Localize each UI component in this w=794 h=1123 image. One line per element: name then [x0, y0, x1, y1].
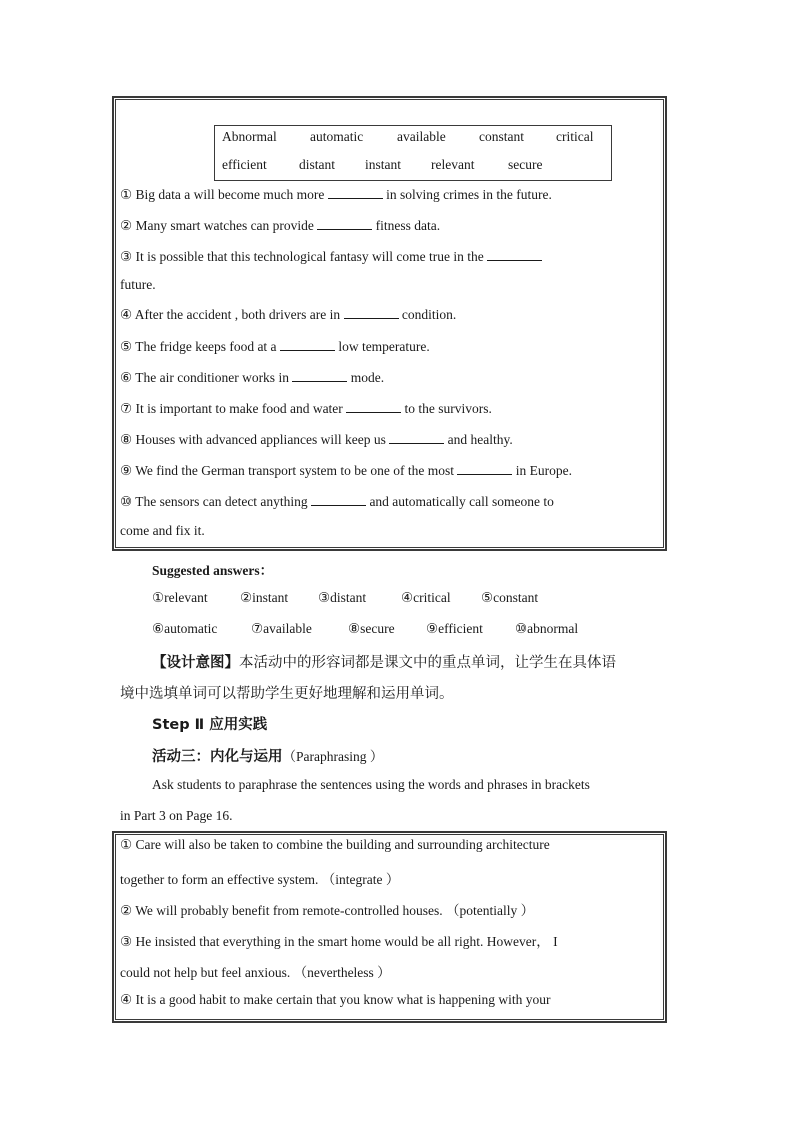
answer-blank: [317, 217, 372, 230]
instruction-line: in Part 3 on Page 16.: [120, 808, 233, 823]
word-bank-row-2: [215, 157, 611, 177]
answer-item: ⑩abnormal: [515, 621, 579, 636]
exercise-item: ④ After the accident , both drivers are in condition.: [120, 307, 457, 322]
exercise-item: ② Many smart watches can provide fitness data.: [120, 218, 441, 233]
suggested-answers-heading: Suggested answers：: [152, 563, 274, 578]
answer-item: ③distant: [318, 590, 367, 605]
word-bank-word: distant: [299, 157, 335, 172]
instruction-line: Ask students to paraphrase the sentences using the words and phrases in brackets: [152, 777, 590, 792]
word-bank-word: Abnormal: [222, 129, 277, 144]
paraphrase-line: ③ He insisted that everything in the smart home would be all right. However， I: [120, 934, 558, 949]
answer-blank: [487, 248, 542, 261]
word-bank-word: critical: [556, 129, 594, 144]
activity-heading: 活动三：内化与运用（Paraphrasing ）: [152, 749, 384, 765]
exercise-item: ⑦ It is important to make food and water to the survivors.: [120, 401, 492, 416]
paraphrase-line: ① Care will also be taken to combine the building and surrounding architecture: [120, 837, 550, 852]
exercise-item: ⑨ We find the German transport system to be one of the most in Europe.: [120, 463, 572, 478]
answer-blank: [280, 338, 335, 351]
answer-item: ⑤constant: [481, 590, 539, 605]
step-heading: Step Ⅱ 应用实践: [152, 717, 268, 733]
word-bank-word: automatic: [310, 129, 364, 144]
answer-item: ⑥automatic: [152, 621, 218, 636]
design-intent-line: 【设计意图】本活动中的形容词都是课文中的重点单词，让学生在具体语: [152, 655, 616, 671]
answer-blank: [344, 306, 399, 319]
answer-blank: [292, 369, 347, 382]
answer-blank: [311, 493, 366, 506]
paraphrase-line: ④ It is a good habit to make certain that you know what is happening with your: [120, 992, 551, 1007]
paraphrase-line: could not help but feel anxious. （nevertheless ）: [120, 965, 391, 980]
answer-item: ①relevant: [152, 590, 208, 605]
word-bank-word: relevant: [431, 157, 475, 172]
answer-item: ⑦available: [251, 621, 312, 636]
word-bank-word: secure: [508, 157, 543, 172]
answer-blank: [328, 186, 383, 199]
word-bank-word: efficient: [222, 157, 267, 172]
exercise-item-continued: future.: [120, 277, 156, 292]
word-bank-word: constant: [479, 129, 524, 144]
paraphrase-line: together to form an effective system. （integrate ）: [120, 872, 400, 887]
answer-item: ②instant: [240, 590, 289, 605]
design-intent-label: 【设计意图】: [152, 655, 239, 671]
answer-blank: [389, 431, 444, 444]
word-bank-row-1: [215, 129, 611, 149]
answer-item: ⑨efficient: [426, 621, 483, 636]
exercise-item: ⑤ The fridge keeps food at a low temperature.: [120, 339, 430, 354]
exercise-item: ⑩ The sensors can detect anything and automatically call someone to: [120, 494, 554, 509]
exercise-item: ⑧ Houses with advanced appliances will keep us and healthy.: [120, 432, 513, 447]
exercise-item: ③ It is possible that this technological fantasy will come true in the: [120, 248, 542, 265]
word-bank-word: available: [397, 129, 446, 144]
word-bank: [214, 125, 612, 181]
exercise-item: ① Big data a will become much more in solving crimes in the future.: [120, 187, 552, 202]
design-intent-line: 境中选填单词可以帮助学生更好地理解和运用单词。: [120, 686, 454, 702]
answer-blank: [457, 462, 512, 475]
word-bank-word: instant: [365, 157, 401, 172]
answer-blank: [346, 400, 401, 413]
answer-item: ④critical: [401, 590, 451, 605]
exercise-item: ⑥ The air conditioner works in mode.: [120, 370, 385, 385]
answer-item: ⑧secure: [348, 621, 395, 636]
exercise-item-continued: come and fix it.: [120, 523, 205, 538]
paraphrase-line: ② We will probably benefit from remote-controlled houses. （potentially ）: [120, 903, 535, 918]
